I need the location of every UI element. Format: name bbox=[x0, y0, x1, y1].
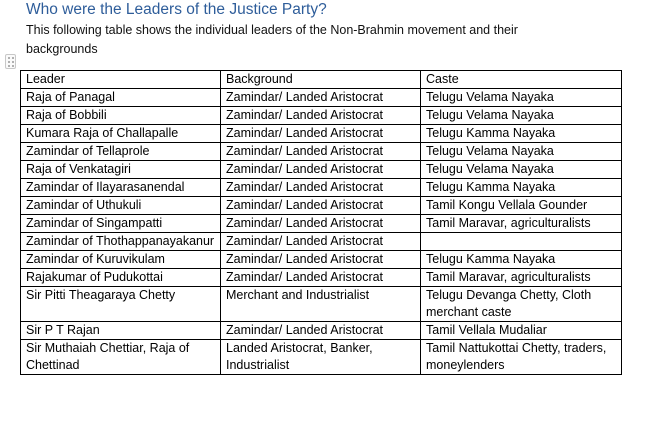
table-header-row bbox=[21, 71, 622, 89]
leader-cell: Zamindar of Kuruvikulam bbox=[21, 251, 221, 269]
table-row bbox=[21, 89, 622, 107]
table-row bbox=[21, 107, 622, 125]
caste-cell: Tamil Maravar, agriculturalists bbox=[421, 269, 622, 287]
leader-cell: Sir Pitti Theagaraya Chetty bbox=[21, 287, 221, 322]
caste-cell bbox=[421, 233, 622, 251]
background-cell: Zamindar/ Landed Aristocrat bbox=[221, 143, 421, 161]
leader-cell: Sir P T Rajan bbox=[21, 322, 221, 340]
background-cell: Zamindar/ Landed Aristocrat bbox=[221, 107, 421, 125]
table-row bbox=[21, 287, 622, 322]
table-row bbox=[21, 143, 622, 161]
leader-cell: Zamindar of Uthukuli bbox=[21, 197, 221, 215]
intro-paragraph: This following table shows the individual leaders of the Non-Brahmin movement and their backgrounds bbox=[26, 23, 518, 56]
background-cell: Zamindar/ Landed Aristocrat bbox=[221, 269, 421, 287]
caste-cell: Tamil Vellala Mudaliar bbox=[421, 322, 622, 340]
caste-cell: Telugu Kamma Nayaka bbox=[421, 125, 622, 143]
background-cell: Zamindar/ Landed Aristocrat bbox=[221, 233, 421, 251]
table-row bbox=[21, 251, 622, 269]
background-cell: Zamindar/ Landed Aristocrat bbox=[221, 161, 421, 179]
table-row bbox=[21, 269, 622, 287]
caste-cell: Tamil Nattukottai Chetty, traders, moneylenders bbox=[421, 340, 622, 375]
background-cell: Zamindar/ Landed Aristocrat bbox=[221, 215, 421, 233]
background-cell: Landed Aristocrat, Banker, Industrialist bbox=[221, 340, 421, 375]
header-cell-leader: Leader bbox=[21, 71, 221, 89]
leader-cell: Zamindar of Ilayarasanendal bbox=[21, 179, 221, 197]
page-heading: Who were the Leaders of the Justice Party? bbox=[26, 1, 327, 18]
leader-cell: Zamindar of Tellaprole bbox=[21, 143, 221, 161]
leader-cell: Sir Muthaiah Chettiar, Raja of Chettinad bbox=[21, 340, 221, 375]
leader-cell: Raja of Bobbili bbox=[21, 107, 221, 125]
leader-cell: Zamindar of Thothappanayakanur bbox=[21, 233, 221, 251]
caste-cell: Telugu Kamma Nayaka bbox=[421, 251, 622, 269]
leader-cell: Zamindar of Singampatti bbox=[21, 215, 221, 233]
table-row bbox=[21, 233, 622, 251]
caste-cell: Telugu Devanga Chetty, Cloth merchant caste bbox=[421, 287, 622, 322]
caste-cell: Telugu Velama Nayaka bbox=[421, 161, 622, 179]
background-cell: Zamindar/ Landed Aristocrat bbox=[221, 89, 421, 107]
background-cell: Zamindar/ Landed Aristocrat bbox=[221, 322, 421, 340]
leader-cell: Kumara Raja of Challapalle bbox=[21, 125, 221, 143]
table-row bbox=[21, 340, 622, 375]
background-cell: Zamindar/ Landed Aristocrat bbox=[221, 251, 421, 269]
caste-cell: Telugu Velama Nayaka bbox=[421, 89, 622, 107]
table-row bbox=[21, 179, 622, 197]
caste-cell: Tamil Maravar, agriculturalists bbox=[421, 215, 622, 233]
caste-cell: Telugu Velama Nayaka bbox=[421, 143, 622, 161]
table-row bbox=[21, 322, 622, 340]
background-cell: Merchant and Industrialist bbox=[221, 287, 421, 322]
caste-cell: Tamil Kongu Vellala Gounder bbox=[421, 197, 622, 215]
table-move-handle-icon[interactable] bbox=[5, 54, 16, 69]
header-cell-caste: Caste bbox=[421, 71, 622, 89]
leader-cell: Rajakumar of Pudukottai bbox=[21, 269, 221, 287]
header-cell-background: Background bbox=[221, 71, 421, 89]
leaders-table bbox=[20, 70, 622, 375]
caste-cell: Telugu Velama Nayaka bbox=[421, 107, 622, 125]
table-row bbox=[21, 161, 622, 179]
table-row bbox=[21, 197, 622, 215]
background-cell: Zamindar/ Landed Aristocrat bbox=[221, 179, 421, 197]
table-row bbox=[21, 125, 622, 143]
background-cell: Zamindar/ Landed Aristocrat bbox=[221, 125, 421, 143]
caste-cell: Telugu Kamma Nayaka bbox=[421, 179, 622, 197]
leader-cell: Raja of Panagal bbox=[21, 89, 221, 107]
table-row bbox=[21, 215, 622, 233]
leader-cell: Raja of Venkatagiri bbox=[21, 161, 221, 179]
background-cell: Zamindar/ Landed Aristocrat bbox=[221, 197, 421, 215]
